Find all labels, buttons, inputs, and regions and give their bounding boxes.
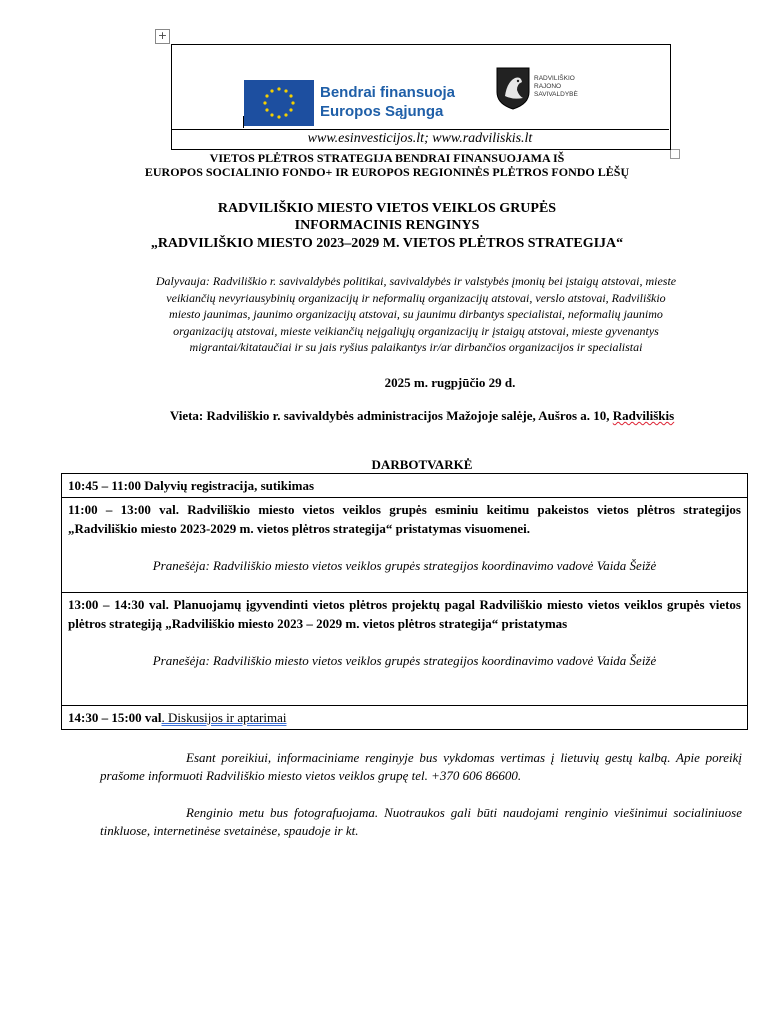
table-row xyxy=(62,706,748,730)
agenda-speaker: Pranešėja: Radviliškio miesto vietos veiklos grupės strategijos koordinavimo vadovė Vaida Šeižė xyxy=(152,653,657,668)
title-line-1: RADVILIŠKIO MIESTO VIETOS VEIKLOS GRUPĖS xyxy=(217,201,557,216)
municipality-crest-icon xyxy=(495,66,531,110)
funding-line-2: EUROPOS SOCIALINIO FONDO+ IR EUROPOS REGIONINĖS PLĖTROS FONDO LĖŠŲ xyxy=(144,165,630,179)
closing-text-1: Esant poreikiui, informaciniame renginyje bus vykdomas vertimas į lietuvių gestų kalbą. Apie poreikį prašome informuoti Radviliškio miesto vietos veiklos grupę tel. +370 606 86600. xyxy=(100,750,742,783)
funding-line-1: VIETOS PLĖTROS STRATEGIJA BENDRAI FINANSUOJAMA IŠ xyxy=(209,151,565,165)
agenda-cell xyxy=(62,474,748,498)
agenda-item-text: 13:00 – 14:30 val. Planuojamų įgyvendinti vietos plėtros projektų pagal Radviliškio miesto vietos veiklos grupės vietos plėtros strategiją „Radviliškio miesto 2023 – 2029 m. vietos plėtros strategija“ pristatymas xyxy=(68,597,741,631)
municipality-line-3: SAVIVALDYBĖ xyxy=(534,91,578,98)
event-date: 2025 m. rugpjūčio 29 d. xyxy=(384,375,516,390)
venue-town: Radviliškis xyxy=(612,408,675,423)
closing-paragraph-2 xyxy=(100,804,742,840)
agenda-speaker: Pranešėja: Radviliškio miesto vietos veiklos grupės strategijos koordinavimo vadovė Vaida Šeižė xyxy=(152,558,657,573)
eu-flag-icon xyxy=(244,80,314,126)
closing-paragraph-1 xyxy=(100,749,742,785)
eu-cofinancing-text xyxy=(320,83,455,121)
agenda-cell xyxy=(62,498,748,593)
agenda-heading: DARBOTVARKĖ xyxy=(371,457,473,472)
agenda-item-text: . Diskusijos ir aptarimai xyxy=(161,710,287,725)
eu-text-line-1: Bendrai finansuoja xyxy=(320,84,456,101)
table-move-handle-icon[interactable]: + xyxy=(155,29,170,44)
event-venue xyxy=(0,408,774,424)
text-cursor xyxy=(243,116,244,128)
municipality-line-2: RAJONO xyxy=(534,83,562,90)
table-row xyxy=(62,593,748,706)
eu-text-line-2: Europos Sąjunga xyxy=(320,103,444,120)
agenda-item-text: 10:45 – 11:00 Dalyvių registracija, sutikimas xyxy=(68,478,315,493)
participants-block xyxy=(96,273,736,356)
agenda-cell xyxy=(62,706,748,730)
agenda-item-text: 11:00 – 13:00 val. Radviliškio miesto vietos veiklos grupės esminiu keitimu pakeistos vietos plėtros strategijos „Radviliškio miesto 2023-2029 m. vietos plėtros strategija“ pristatymas visuomenei. xyxy=(68,502,741,536)
municipality-name xyxy=(534,75,578,99)
participants-line: migrantai/kitataučiai ir su jais ryšius palaikantys ir/ar dirbančios organizacijos ir specialistai xyxy=(189,340,643,354)
title-line-3: „RADVILIŠKIO MIESTO 2023–2029 M. VIETOS PLĖTROS STRATEGIJA“ xyxy=(150,236,624,251)
participants-line: veikiančių nevyriausybinių organizacijų ir neformalių organizacijų atstovai, verslo atstovai, Radviliškio xyxy=(166,290,666,305)
participants-line: miesto jaunimas, jaunimo organizacijų atstovai, su jaunimu dirbantys specialistai, neformalių jaunimo xyxy=(169,307,663,321)
websites-line: www.esinvesticijos.lt; www.radviliskis.lt xyxy=(307,131,533,146)
agenda-item-time: 14:30 – 15:00 val xyxy=(68,710,162,725)
closing-text-2: Renginio metu bus fotografuojama. Nuotraukos gali būti naudojami renginio viešinimui socialiniuose tinkluose, internetinėse svetainėse, spaudoje ir kt. xyxy=(100,805,742,838)
municipality-line-1: RADVILIŠKIO xyxy=(534,75,575,82)
agenda-table xyxy=(61,473,748,730)
venue-text: Vieta: Radviliškio r. savivaldybės administracijos Mažojoje salėje, Aušros a. 10, xyxy=(169,408,613,423)
title-line-2: INFORMACINIS RENGINYS xyxy=(294,218,480,233)
table-row xyxy=(62,498,748,593)
participants-line: organizacijų atstovai, mieste veikiančių neįgaliųjų organizacijų ir įstaigų atstovai, mieste gyvenantys xyxy=(173,323,659,338)
participants-line: Dalyvauja: Radviliškio r. savivaldybės politikai, savivaldybės ir valstybės įmonių bei įstaigų atstovai, mieste xyxy=(155,274,677,288)
table-row xyxy=(62,474,748,498)
agenda-cell xyxy=(62,593,748,706)
